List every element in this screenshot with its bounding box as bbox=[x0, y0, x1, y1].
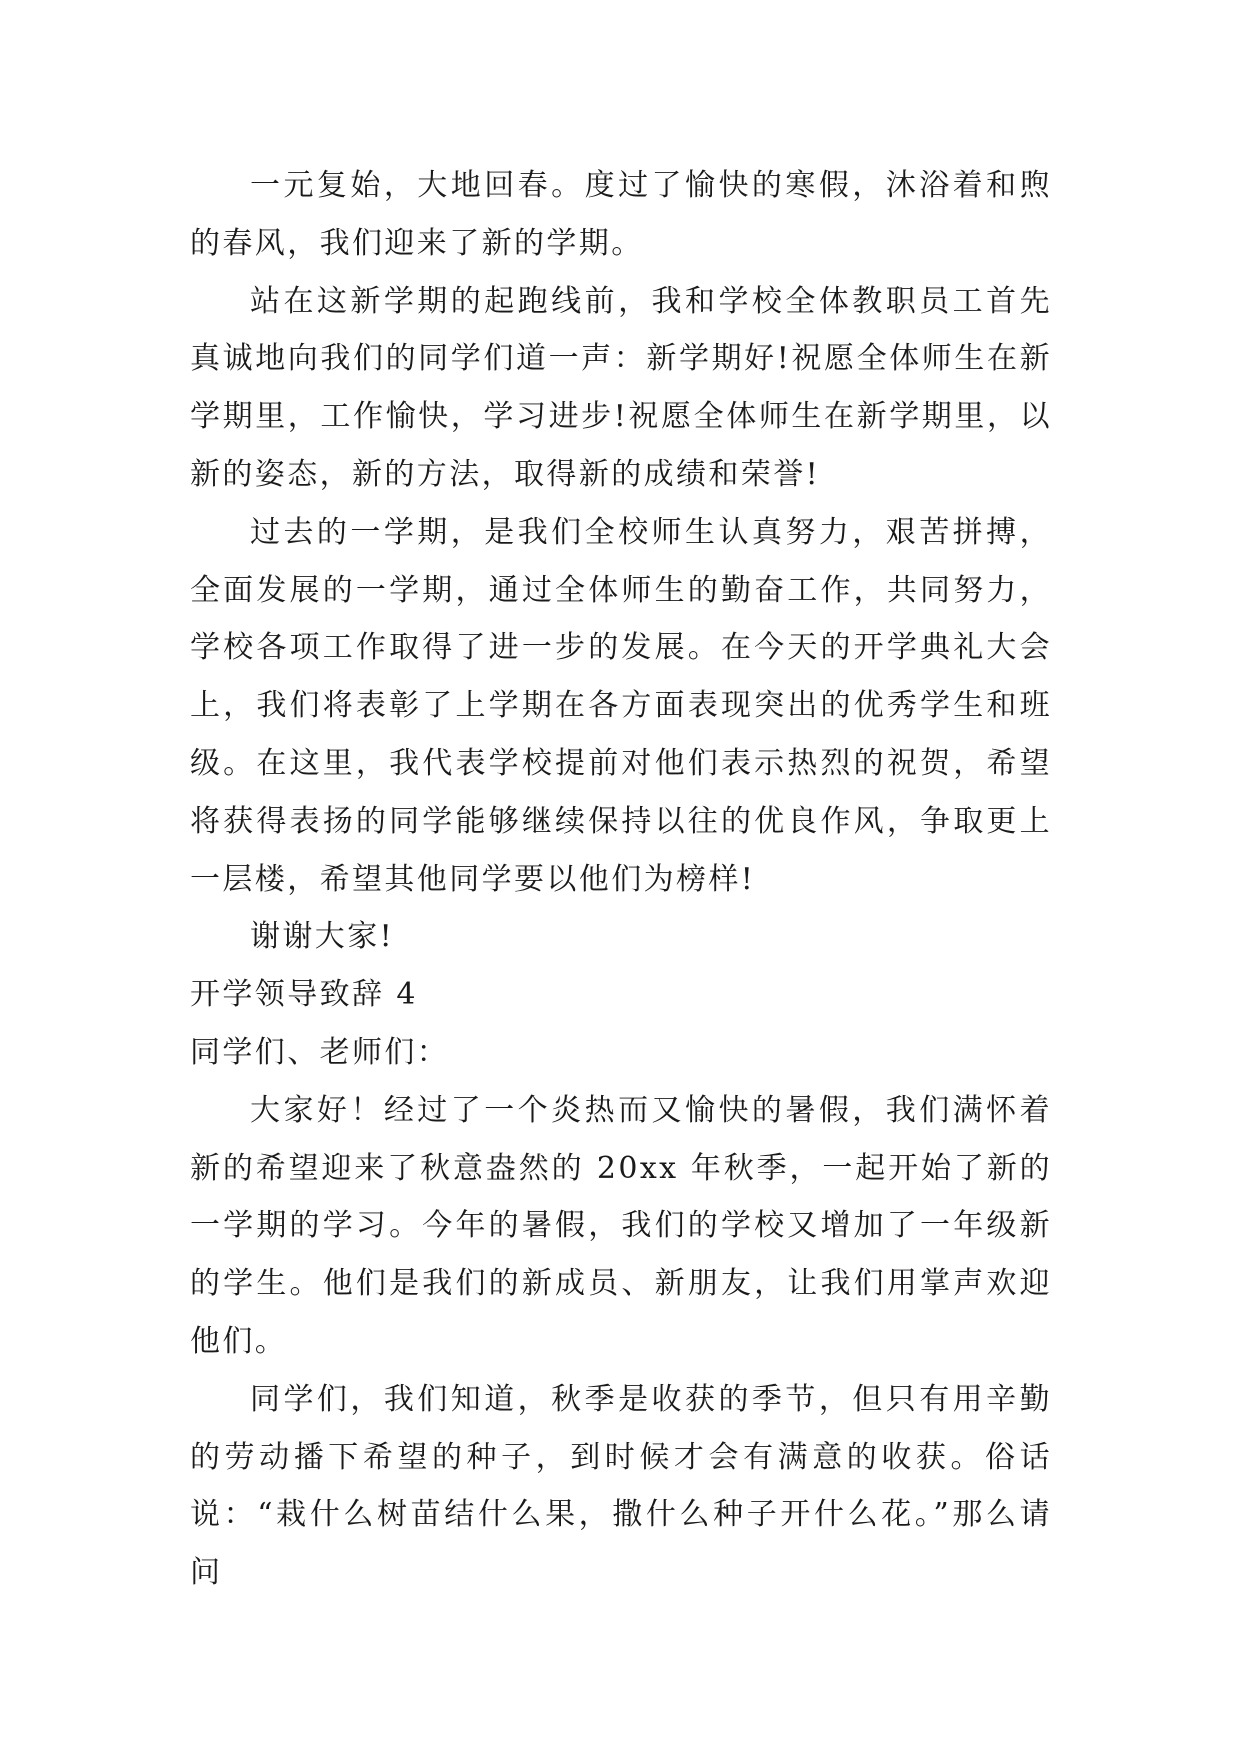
paragraph-new-semester-greeting: 一元复始，大地回春。度过了愉快的寒假，沐浴着和煦的春风，我们迎来了新的学期。 bbox=[190, 168, 1052, 261]
paragraph-autumn-greeting: 大家好！经过了一个炎热而又愉快的暑假，我们满怀着新的希望迎来了秋意盎然的 20xx 年秋季，一起开始了新的一学期的学习。今年的暑假，我们的学校又增加了一年级新的学生。他们是我们的新成员、新朋友，让我们用掌声欢迎他们。 bbox=[190, 1092, 1052, 1359]
section-title: 开学领导致辞 4 bbox=[190, 977, 418, 1013]
paragraph-last-semester-review: 过去的一学期，是我们全校师生认真努力，艰苦拼搏，全面发展的一学期，通过全体师生的勤奋工作，共同努力，学校各项工作取得了进一步的发展。在今天的开学典礼大会上，我们将表彰了上学期在各方面表现突出的优秀学生和班级。在这里，我代表学校提前对他们表示热烈的祝贺，希望将获得表扬的同学能够继续保持以往的优良作风，争取更上一层楼，希望其他同学要以他们为榜样! bbox=[190, 514, 1052, 897]
paragraph-new-semester-wishes: 站在这新学期的起跑线前，我和学校全体教职员工首先真诚地向我们的同学们道一声：新学期好!祝愿全体师生在新学期里，工作愉快，学习进步!祝愿全体师生在新学期里，以新的姿态，新的方法，取得新的成绩和荣誉! bbox=[190, 283, 1052, 492]
document-body bbox=[190, 157, 1052, 1602]
paragraph-harvest-season: 同学们，我们知道，秋季是收获的季节，但只有用辛勤的劳动播下希望的种子，到时候才会有满意的收获。俗话说：“栽什么树苗结什么果，撒什么种子开什么花。”那么请问 bbox=[190, 1381, 1052, 1591]
paragraph-thanks: 谢谢大家! bbox=[250, 919, 395, 955]
salutation: 同学们、老师们： bbox=[190, 1034, 450, 1070]
